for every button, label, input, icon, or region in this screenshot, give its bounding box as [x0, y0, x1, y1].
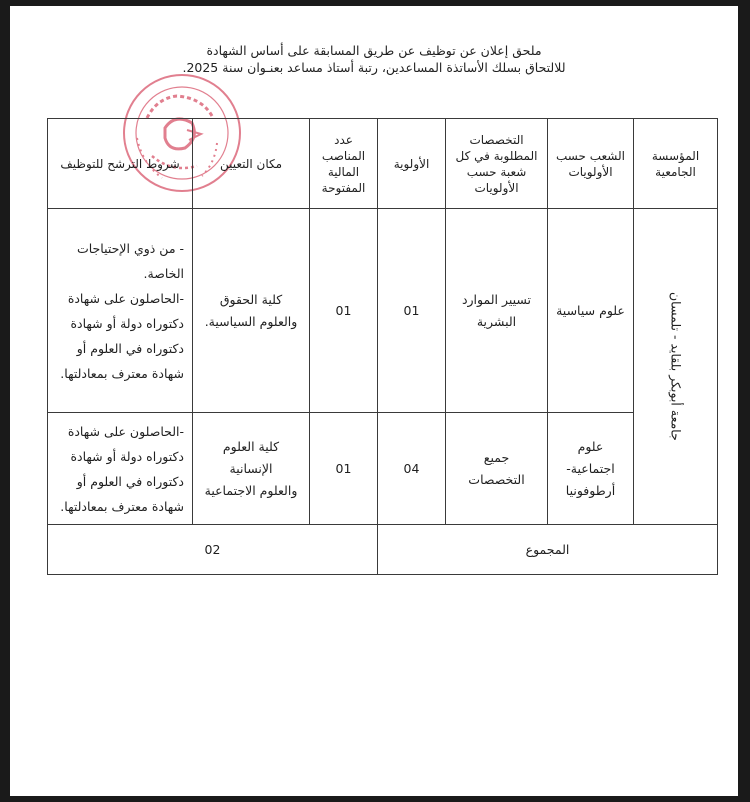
specialty-cell	[446, 209, 548, 413]
location-cell	[193, 209, 310, 413]
condition-line: دكتوراه دولة أو شهادة	[70, 448, 184, 464]
branch-cell	[548, 413, 634, 525]
condition-line: شهادة معترف بمعادلتها.	[60, 498, 184, 514]
condition-line: الخاصة.	[143, 265, 184, 281]
header-institution: المؤسسة الجامعية	[634, 119, 718, 209]
header-specialties: التخصصات المطلوبة في كل شعبة حسب الأولويات	[446, 119, 548, 209]
specialty-cell	[446, 413, 548, 525]
positions-cell: 01	[310, 413, 378, 525]
total-value: 02	[48, 525, 378, 575]
total-label: المجموع	[378, 525, 718, 575]
condition-line: - من ذوي الإحتياجات	[76, 240, 184, 256]
condition-line: دكتوراه في العلوم أو	[76, 340, 184, 356]
institution-name: جامعة أبوبكر بلقايد - تلمسان	[668, 292, 684, 441]
specialty-line: تسيير الموارد	[461, 291, 532, 307]
priority-cell: 04	[378, 413, 446, 525]
condition-line: دكتوراه في العلوم أو	[76, 473, 184, 489]
document-page	[10, 6, 738, 796]
location-line: كلية العلوم	[222, 438, 280, 454]
table-row	[48, 209, 718, 413]
header-conditions: شروط الترشح للتوظيف	[48, 119, 193, 209]
specialty-line: جميع	[483, 449, 510, 465]
location-line: والعلوم السياسية.	[204, 313, 298, 329]
location-line: والعلوم الاجتماعية	[204, 482, 298, 498]
branch-cell: علوم سياسية	[548, 209, 634, 413]
header-line-1: ملحق إعلان عن توظيف عن طريق المسابقة على أساس الشهادة	[206, 43, 542, 58]
positions-cell: 01	[310, 209, 378, 413]
total-row	[48, 525, 718, 575]
header-branch: الشعب حسب الأولويات	[548, 119, 634, 209]
priority-cell: 01	[378, 209, 446, 413]
table-row	[48, 413, 718, 525]
location-line: الإنسانية	[229, 460, 273, 476]
header-priority: الأولوية	[378, 119, 446, 209]
header-location: مكان التعيين	[193, 119, 310, 209]
table-header-row	[48, 119, 718, 209]
specialty-line: التخصصات	[468, 471, 525, 487]
branch-line: علوم	[577, 438, 604, 454]
conditions-cell	[48, 413, 193, 525]
location-line: كلية الحقوق	[219, 291, 283, 307]
header-line-2: للالتحاق بسلك الأساتذة المساعدين، رتبة أستاذ مساعد بعنـوان سنة 2025.	[182, 60, 566, 75]
condition-line: -الحاصلون على شهادة	[67, 290, 184, 306]
location-cell	[193, 413, 310, 525]
specialty-line: البشرية	[476, 313, 517, 329]
condition-line: -الحاصلون على شهادة	[67, 423, 184, 439]
header-positions: عدد المناصب المالية المفتوحة	[310, 119, 378, 209]
positions-table	[47, 118, 718, 575]
condition-line: دكتوراه دولة أو شهادة	[70, 315, 184, 331]
condition-line: شهادة معترف بمعادلتها.	[60, 365, 184, 381]
branch-line: اجتماعية-	[566, 460, 615, 476]
branch-line: أرطوفونيا	[565, 482, 616, 498]
conditions-cell	[48, 209, 193, 413]
institution-cell	[634, 209, 718, 525]
